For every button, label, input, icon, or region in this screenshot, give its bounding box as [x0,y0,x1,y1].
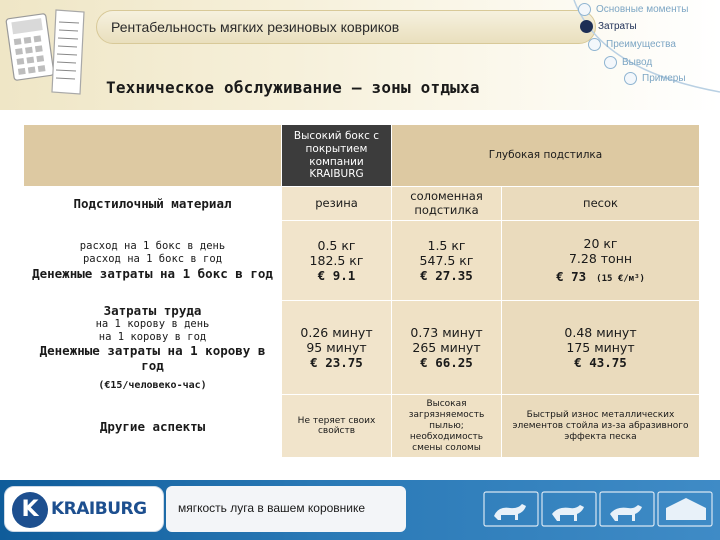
section-nav [560,0,720,100]
cell-kraiburg-material [282,187,392,221]
cell-straw-other [392,395,502,458]
cell-straw-labor [392,301,502,395]
row-label-text: Денежные затраты на 1 бокс в год [32,265,273,281]
row-label-other [24,395,282,458]
logo-wordmark: KRAIBURG [51,499,147,519]
nav-item-label: Затраты [598,21,637,32]
cell-text: 182.5 кг [309,253,364,268]
row-label-text: Подстилочный материал [73,196,232,211]
cell-sand-consumption [502,221,700,301]
row-label-rate: (€15/человеко-час) [98,380,207,392]
table-header-row [24,125,700,187]
cell-kraiburg-other [282,395,392,458]
footer-bar [0,480,720,540]
nav-item-advantages[interactable] [588,38,676,51]
nav-item-label: Преимущества [606,39,676,50]
cell-text: 0.73 минут [410,325,483,341]
row-label-material [24,187,282,221]
cell-text: 95 минут [306,340,367,356]
row-label-text: Другие аспекты [99,418,206,434]
cell-text: 0.48 минут [564,325,637,341]
row-label-labor [24,301,282,395]
cell-cost: € 66.25 [420,355,473,371]
cell-text: песок [583,195,618,210]
nav-item-examples[interactable] [624,72,686,85]
nav-dot-icon [578,3,591,16]
cell-cost: € 9.1 [317,268,356,283]
slogan-text: мягкость луга в вашем коровнике [178,501,366,515]
table-row [24,395,700,458]
cell-cost: € 43.75 [574,355,627,371]
logo-k-icon: K [12,492,48,528]
row-label-consumption [24,221,282,301]
cell-text: соломенная подстилка [410,188,483,217]
cell-text: 1.5 кг [427,238,466,253]
row-label-text: Денежные затраты на 1 корову в год [39,343,266,374]
cell-straw-consumption [392,221,502,301]
cell-text: Не теряет своих свойств [297,415,376,437]
row-label-text: расход на 1 бокс в год [82,253,223,265]
cell-sand-other [502,395,700,458]
farm-animals-icon [480,486,716,532]
row-label-text: на 1 корову в год [98,330,207,343]
nav-item-costs[interactable] [580,20,637,33]
nav-item-label: Примеры [642,73,686,84]
comparison-table [23,124,700,458]
header-deep-bedding [392,125,700,187]
cell-cost: € 27.35 [420,268,473,283]
row-label-text: расход на 1 бокс в день [79,240,226,253]
cell-text: Быстрый износ металлических элементов стойла из-за абразивного эффекта песка [512,410,689,442]
cell-text: 175 минут [566,340,635,356]
page-subtitle: Техническое обслуживание – зоны отдыха [106,78,480,97]
nav-item-overview[interactable] [578,3,688,16]
row-label-text: на 1 корову в день [95,318,210,330]
table-row [24,221,700,301]
header-empty-cell [24,125,282,187]
cell-text: Высокая загрязняемость пылью; необходимость смены соломы [408,399,485,453]
page-title: Рентабельность мягких резиновых ковриков [111,19,400,35]
header-deep-bedding-label: Глубокая подстилка [488,149,603,162]
cell-text: 20 кг [583,235,618,251]
header-kraiburg [282,125,392,187]
cell-text: 547.5 кг [419,253,474,268]
kraiburg-logo [4,486,164,532]
nav-item-conclusion[interactable] [604,56,652,69]
table-row [24,301,700,395]
cell-sand-material [502,187,700,221]
header-kraiburg-label: Высокий бокс с покрытием компании KRAIBURG [293,130,380,181]
cell-text: 265 минут [412,340,481,356]
cell-straw-material [392,187,502,221]
nav-dot-icon [604,56,617,69]
cell-cost: € 23.75 [310,355,363,371]
row-label-text: Затраты труда [103,303,202,318]
cell-kraiburg-labor [282,301,392,395]
cell-kraiburg-consumption [282,221,392,301]
calculator-receipt-icon [4,2,104,102]
cell-cost-line [505,266,696,285]
cell-text: 0.26 минут [300,325,373,341]
cell-sand-labor [502,301,700,395]
cell-note: (15 €/м³) [596,273,645,284]
slogan-box [166,486,406,532]
nav-item-label: Вывод [622,57,653,68]
cell-text: 0.5 кг [317,238,356,253]
table-row [24,187,700,221]
cell-text: резина [315,195,358,210]
nav-dot-icon [580,20,593,33]
title-bar [96,10,596,44]
nav-item-label: Основные моменты [596,4,689,15]
nav-dot-icon [588,38,601,51]
nav-dot-icon [624,72,637,85]
cell-cost: € 73 [556,268,587,284]
cell-text: 7.28 тонн [568,250,633,266]
